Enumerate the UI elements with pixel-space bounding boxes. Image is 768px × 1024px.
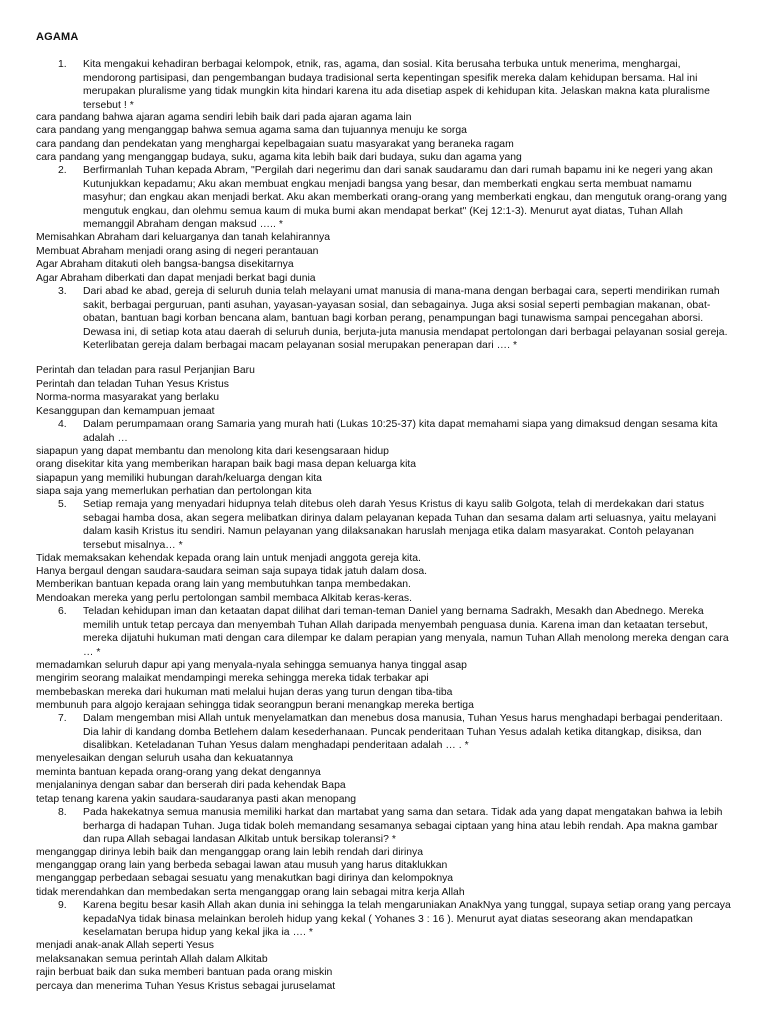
question-number: 5.	[58, 499, 67, 510]
question-number: 1.	[58, 59, 67, 70]
question-text: Dalam mengemban misi Allah untuk menyelamatkan dan menebus dosa manusia, Tuhan Yesus harus menghadapi berbagai penderitaan. Dia lahir di kandang domba Betlehem dalam kesederhanaan. Puncak penderitaan Tuhan Yesus adalah ketika ditangkap, disiksa, dan disalibkan. Keteladanan Tuhan Yesus dalam menghadapi penderitaan adalah … . *	[83, 713, 723, 752]
answer-option[interactable]: Memberikan bantuan kepada orang lain yang membutuhkan tanpa membedakan.	[36, 579, 411, 590]
answer-option[interactable]: menjalaninya dengan sabar dan berserah diri pada kehendak Bapa	[36, 780, 346, 791]
answer-option[interactable]: Agar Abraham ditakuti oleh bangsa-bangsa disekitarnya	[36, 259, 294, 270]
question-text: Pada hakekatnya semua manusia memiliki harkat dan martabat yang sama dan setara. Tidak ada yang dapat mengatakan bahwa ia lebih berharga di hadapan Tuhan. Juga tidak boleh memandang sesamanya sebagai ciptaan yang hina atau lebih rendah. Apa makna gambar dan rupa Allah sebagai landasan Alkitab untuk bersikap toleransi? *	[83, 807, 723, 846]
question-text: Dalam perumpamaan orang Samaria yang murah hati (Lukas 10:25-37) kita dapat memahami siapa yang dimaksud dengan sesama kita adalah …	[83, 419, 718, 444]
answer-option[interactable]: Tidak memaksakan kehendak kepada orang lain untuk menjadi anggota gereja kita.	[36, 553, 421, 564]
answer-option[interactable]: tetap tenang karena yakin saudara-saudaranya pasti akan menopang	[36, 794, 357, 805]
answer-option[interactable]: cara pandang yang menganggap budaya, suku, agama kita lebih baik dari budaya, suku dan agama yang	[36, 152, 522, 163]
answer-option[interactable]: Perintah dan teladan para rasul Perjanjian Baru	[36, 365, 255, 376]
question-number: 7.	[58, 713, 67, 724]
answer-option[interactable]: menganggap perbedaan sebagai sesuatu yang menakutkan bagi dirinya dan kelompoknya	[36, 873, 454, 884]
answer-option[interactable]: menjadi anak-anak Allah seperti Yesus	[36, 940, 214, 951]
answer-option[interactable]: cara pandang bahwa ajaran agama sendiri lebih baik dari pada ajaran agama lain	[36, 112, 412, 123]
answer-option[interactable]: Memisahkan Abraham dari keluarganya dan tanah kelahirannya	[36, 232, 331, 243]
question-number: 8.	[58, 807, 67, 818]
question-text: Dari abad ke abad, gereja di seluruh dunia telah melayani umat manusia di mana-mana dengan berbagai cara, seperti mendirikan rumah sakit, berbagai perguruan, panti asuhan, yayasan-yayasan sosial, dan sebagainya. Juga aksi sosial seperti pembagian makanan, obat-obatan, bantuan bagi korban bencana alam, bantuan bagi korban perang, penampungan bagi tunawisma sampai pencegahan aborsi. Dewasa ini, di setiap kota atau daerah di seluruh dunia, berjuta-juta manusia mendapat pertolongan dari berbagai pelayanan sosial gereja. Keterlibatan gereja dalam berbagai macam pelayanan sosial merupakan penerapan dari …. *	[83, 286, 728, 352]
question-text: Teladan kehidupan iman dan ketaatan dapat dilihat dari teman-teman Daniel yang bernama Sadrakh, Mesakh dan Abednego. Mereka memilih untuk tetap percaya dan menyembah Tuhan Allah daripada menyembah penguasa dunia. Karena iman dan ketaatan tersebut, mereka dijatuhi hukuman mati dengan cara dilempar ke dalam perapian yang menyala, namun Tuhan Allah menolong mereka dengan cara … *	[83, 606, 729, 658]
answer-option[interactable]: membebaskan mereka dari hukuman mati melalui hujan deras yang turun dengan tiba-tiba	[36, 687, 453, 698]
answer-option[interactable]: tidak merendahkan dan membedakan serta menganggap orang lain sebagai mitra kerja Allah	[36, 887, 465, 898]
answer-option[interactable]: rajin berbuat baik dan suka memberi bantuan pada orang miskin	[36, 967, 333, 978]
answer-option[interactable]: cara pandang yang menganggap bahwa semua agama sama dan tujuannya menuju ke sorga	[36, 125, 467, 136]
question-text: Berfirmanlah Tuhan kepada Abram, "Pergilah dari negerimu dan dari sanak saudaramu dan dari rumah bapamu ini ke negeri yang akan Kutunjukkan kepadamu; Aku akan membuat engkau menjadi bangsa yang besar, dan memberkati engkau serta membuat namamu masyhur; dan engkau akan menjadi berkat. Aku akan memberkati orang-orang yang memberkati engkau, dan mengutuk orang-orang yang mengutuk engkau, dan olehmu semua kaum di muka bumi akan mendapat berkat" (Kej 12:1-3). Menurut ayat diatas, Tuhan Allah memanggil Abraham dengan maksud ….. *	[83, 165, 727, 231]
answer-option[interactable]: siapapun yang memiliki hubungan darah/keluarga dengan kita	[36, 473, 322, 484]
question-text: Kita mengakui kehadiran berbagai kelompok, etnik, ras, agama, dan sosial. Kita berusaha terbuka untuk menerima, menghargai, mendorong partisipasi, dan pengembangan budaya tradisional serta kepentingan spesifik mereka dalam kehidupan bersama. Hal ini merupakan pluralisme yang tidak mungkin kita hindari karena itu ada disetiap aspek di kehidupan kita. Jelaskan makna kata pluralisme tersebut ! *	[83, 59, 710, 111]
answer-option[interactable]: meminta bantuan kepada orang-orang yang dekat dengannya	[36, 767, 321, 778]
answer-option[interactable]: cara pandang dan pendekatan yang menghargai kepelbagaian suatu masyarakat yang beraneka ragam	[36, 139, 514, 150]
answer-option[interactable]: Perintah dan teladan Tuhan Yesus Kristus	[36, 379, 229, 390]
answer-option[interactable]: menyelesaikan dengan seluruh usaha dan kekuatannya	[36, 753, 294, 764]
answer-option[interactable]: siapapun yang dapat membantu dan menolong kita dari kesengsaraan hidup	[36, 446, 389, 457]
answer-option[interactable]: percaya dan menerima Tuhan Yesus Kristus sebagai juruselamat	[36, 981, 336, 992]
question-number: 3.	[58, 286, 67, 297]
question-number: 6.	[58, 606, 67, 617]
answer-option[interactable]: Agar Abraham diberkati dan dapat menjadi berkat bagi dunia	[36, 273, 316, 284]
question-number: 2.	[58, 165, 67, 176]
question-number: 9.	[58, 900, 67, 911]
answer-option[interactable]: membunuh para algojo kerajaan sehingga tidak seorangpun berani menangkap mereka bertiga	[36, 700, 474, 711]
answer-option[interactable]: mengirim seorang malaikat mendampingi mereka sehingga mereka tidak terbakar api	[36, 673, 429, 684]
question-text: Setiap remaja yang menyadari hidupnya telah ditebus oleh darah Yesus Kristus di kayu salib Golgota, telah di merdekakan dari status sebagai hamba dosa, akan segera melibatkan dirinya dalam pelayanan kepada Tuhan dan sesama dalam arti seluasnya, yaitu melayani dalam kasih Kristus itu sendiri. Namun pelayanan yang dilaksanakan haruslah menjaga etika dalam masyarakat. Contoh pelayanan tersebut misalnya… *	[83, 499, 717, 551]
answer-option[interactable]: melaksanakan semua perintah Allah dalam Alkitab	[36, 954, 268, 965]
question-number: 4.	[58, 419, 67, 430]
answer-option[interactable]: Kesanggupan dan kemampuan jemaat	[36, 406, 215, 417]
answer-option[interactable]: menganggap dirinya lebih baik dan menganggap orang lain lebih rendah dari dirinya	[36, 847, 424, 858]
answer-option[interactable]: Membuat Abraham menjadi orang asing di negeri perantauan	[36, 246, 319, 257]
answer-option[interactable]: Hanya bergaul dengan saudara-saudara seiman saja supaya tidak jatuh dalam dosa.	[36, 566, 428, 577]
question-text: Karena begitu besar kasih Allah akan dunia ini sehingga Ia telah mengaruniakan AnakNya yang tunggal, supaya setiap orang yang percaya kepadaNya tidak binasa melainkan beroleh hidup yang kekal ( Yohanes 3 : 16 ). Menurut ayat diatas seseorang akan mendapatkan keselamatan berupa hidup yang kekal jika ia …. *	[83, 900, 731, 939]
answer-option[interactable]: memadamkan seluruh dapur api yang menyala-nyala sehingga semuanya hanya tinggal asap	[36, 660, 467, 671]
answer-option[interactable]: Norma-norma masyarakat yang berlaku	[36, 392, 220, 403]
document-title: AGAMA	[36, 31, 79, 43]
answer-option[interactable]: menganggap orang lain yang berbeda sebagai lawan atau musuh yang harus ditaklukkan	[36, 860, 448, 871]
answer-option[interactable]: Mendoakan mereka yang perlu pertolongan sambil membaca Alkitab keras-keras.	[36, 593, 412, 604]
answer-option[interactable]: siapa saja yang memerlukan perhatian dan pertolongan kita	[36, 486, 312, 497]
answer-option[interactable]: orang disekitar kita yang memberikan harapan baik bagi masa depan keluarga kita	[36, 459, 417, 470]
